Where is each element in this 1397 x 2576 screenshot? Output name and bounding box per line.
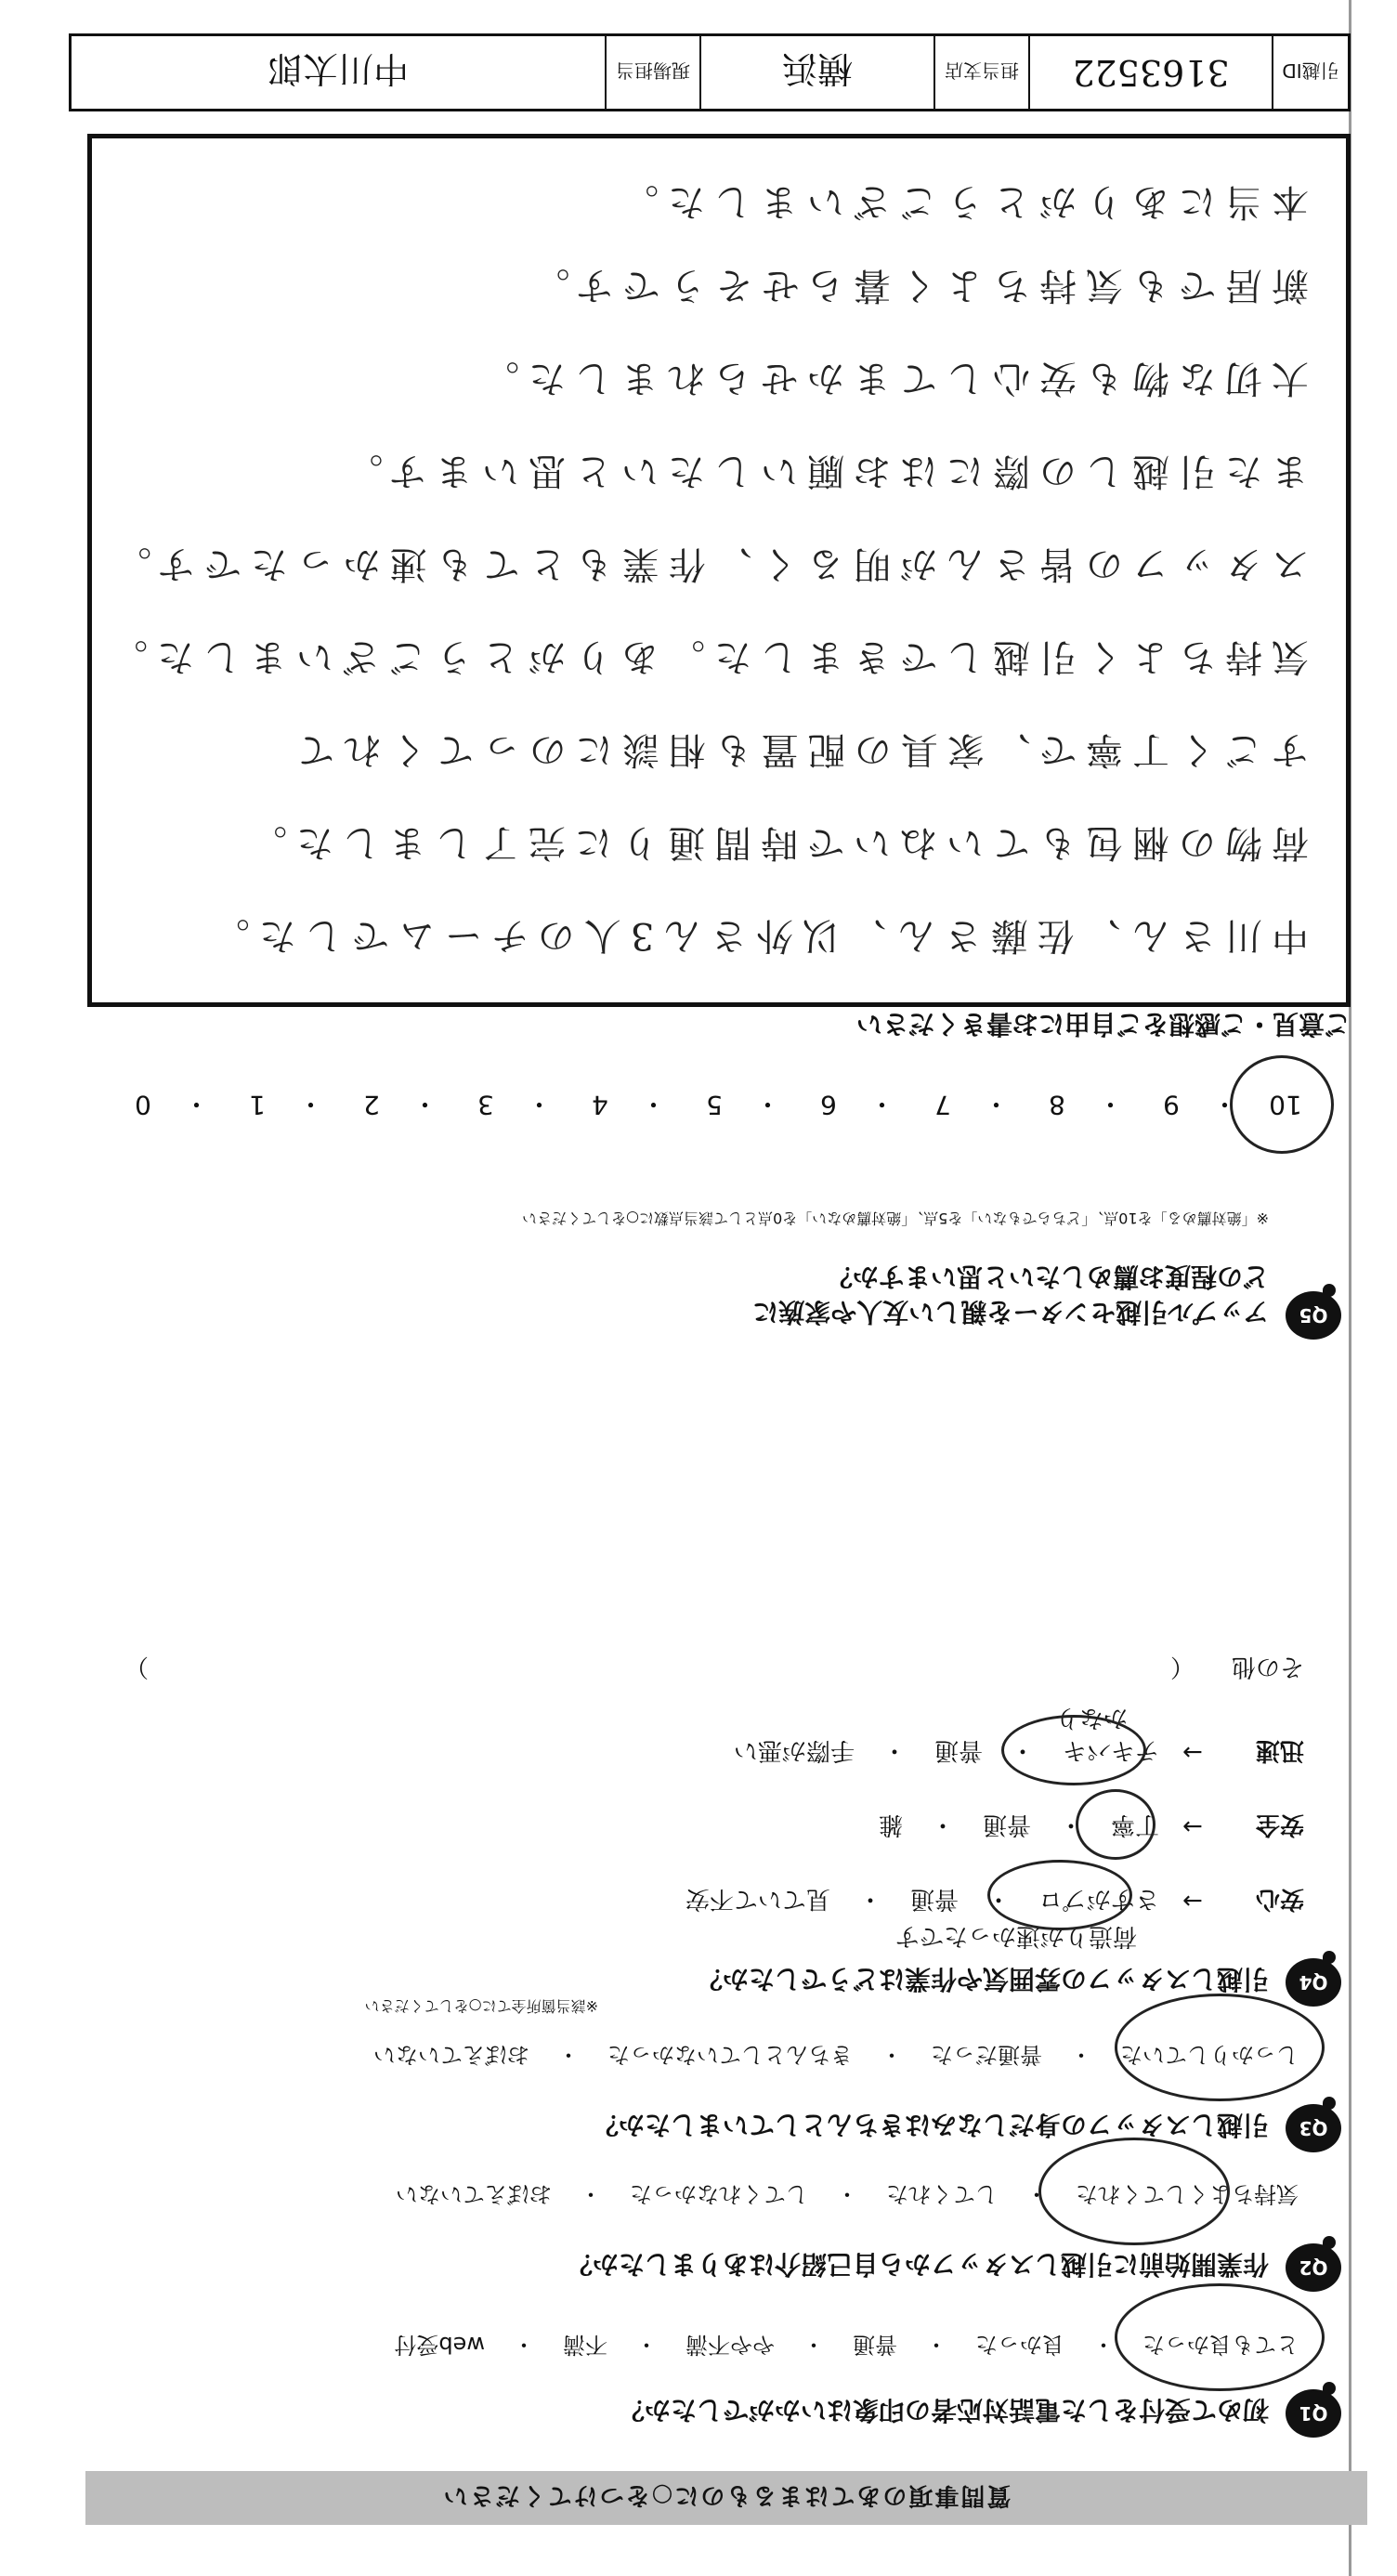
q1-option[interactable]: web受付 (394, 2332, 485, 2358)
q1-badge: Q1 (1286, 2389, 1341, 2438)
q4-row-other (124, 1652, 1304, 1686)
q4-option[interactable]: さすがプロ (1038, 1885, 1159, 1913)
comment-line: また引越しの際にはお願いしたいと思います。 (336, 450, 1309, 492)
id-label: 引越ID (1272, 36, 1348, 109)
q1-option[interactable]: とても良かった (1142, 2332, 1299, 2358)
q3-badge: Q3 (1286, 2104, 1341, 2152)
q4-option[interactable]: 普通 (909, 1885, 959, 1913)
q1-options: とても良かった ・ 良かった ・ 普通 ・ やや不満 ・ 不満 ・ web受付 (388, 2331, 1304, 2363)
leader-label: 現場担当 (605, 36, 699, 109)
q4-other-label: その他 (1231, 1653, 1304, 1680)
q3-option[interactable]: しっかりしていた (1120, 2042, 1299, 2068)
q4-row-label: 安心 (1255, 1885, 1304, 1913)
q4-row-anshin: 安心 → さすがプロ ・ 普通 ・ 見ていて不安 (680, 1884, 1304, 1918)
q3-selection-circle (1115, 1994, 1325, 2101)
instruction-bar (85, 2471, 1367, 2525)
q3-option[interactable]: おぼえていない (373, 2042, 529, 2068)
comment-line: 新居でも気持ちよく暮らせそうです。 (523, 264, 1309, 307)
q2-text: 作業開始前に引越しスタッフから自己紹介はありましたか？ (566, 2249, 1269, 2280)
comment-line: すごく丁寧で、家具の配置も相談にのってくれて (288, 728, 1309, 771)
comment-line: 気持ちよく引越しできました。ありがとうございました。 (101, 635, 1309, 678)
q4-handwritten-kanari: かなり (1054, 1704, 1128, 1732)
q4-anshin-circle (987, 1860, 1132, 1930)
q1-option[interactable]: 良かった (975, 2332, 1064, 2358)
comment-line: 荷物の梱包もていねいで時間通りに完了しました。 (241, 821, 1309, 864)
comment-line: 本当にありがとうございました。 (612, 180, 1309, 223)
q2-option[interactable]: 気持ちよくしてくれた (1076, 2181, 1299, 2207)
comment-box[interactable] (87, 134, 1351, 1007)
q4-option[interactable]: 普通 (934, 1736, 983, 1764)
q3-text: 引越しスタッフの身だしなみはきちんとしていましたか？ (592, 2110, 1269, 2140)
q4-option[interactable]: 見ていて不安 (685, 1885, 830, 1913)
q4-other-paren-close: ） (124, 1653, 149, 1680)
q4-row-label: 安全 (1255, 1811, 1304, 1838)
q5-selection-circle (1230, 1055, 1334, 1154)
q4-option[interactable]: 丁寧 (1110, 1811, 1159, 1838)
scale-value[interactable]: 8 (1049, 1090, 1065, 1121)
q2-badge: Q2 (1286, 2243, 1341, 2292)
q4-badge: Q4 (1286, 1958, 1341, 2007)
q2-option[interactable]: してくれた (886, 2181, 998, 2207)
q4-jinsoku-circle (1001, 1715, 1146, 1785)
q4-option[interactable]: 手際が悪い (733, 1736, 855, 1764)
comment-line: 大切な物も安心してまかせられました。 (473, 357, 1309, 399)
scale-value[interactable]: 2 (363, 1090, 380, 1121)
q1-option[interactable]: やや不満 (685, 2332, 775, 2358)
arrow-right-icon: → (1182, 1738, 1203, 1767)
q4-handwritten-note: 荷造りが速かったです (894, 1922, 1137, 1950)
q4-option[interactable]: 普通 (982, 1811, 1031, 1838)
id-value[interactable]: 3163522 (1028, 36, 1272, 109)
q1-option[interactable]: 普通 (853, 2332, 897, 2358)
q1-option[interactable]: 不満 (563, 2332, 607, 2358)
scale-value[interactable]: 10 (1269, 1090, 1302, 1121)
scale-value[interactable]: 5 (706, 1090, 723, 1121)
q4-note: ※該当箇所全てに○をしてください (364, 1997, 598, 2015)
q2-options: 気持ちよくしてくれた ・ してくれた ・ してくれなかった ・ おぼえていない (390, 2180, 1304, 2213)
q4-row-anzen: 安全 → 丁寧 ・ 普通 ・ 雑 (873, 1810, 1304, 1844)
scale-value[interactable]: 0 (135, 1090, 151, 1121)
q5-text-line2: どの程度お薦めしたいと思いますか？ (826, 1262, 1269, 1292)
q4-row-jinsoku: 迅速 → テキパキ ・ 普通 ・ 手際が悪い (728, 1735, 1304, 1770)
q4-anzen-circle (1076, 1789, 1155, 1860)
q1-selection-circle (1115, 2283, 1325, 2391)
q4-row-label: 迅速 (1255, 1736, 1304, 1764)
scale-value[interactable]: 3 (477, 1090, 494, 1121)
scale-value[interactable]: 4 (592, 1090, 608, 1121)
q5-text-line1: アップル引越センターを親しい友人や家族に (752, 1297, 1269, 1327)
arrow-right-icon: → (1182, 1887, 1203, 1916)
comment-line: スタッフの皆さんが明るく、作業もとても速かったです。 (105, 543, 1309, 585)
comment-line: 中川さん、佐藤さん、以外さん3人のチームでした。 (202, 914, 1309, 957)
q4-text: 引越しスタッフの雰囲気や作業はどうでしたか？ (696, 1964, 1269, 1994)
q4-option[interactable]: 雑 (878, 1811, 903, 1838)
instruction-text: 質問事項のあてはまるものに○をつけてください (441, 2481, 1012, 2510)
q4-option[interactable]: テキパキ (1062, 1736, 1159, 1764)
branch-label: 担当支店 (934, 36, 1028, 109)
q3-option[interactable]: 普通だった (931, 2042, 1042, 2068)
q2-option[interactable]: してくれなかった (630, 2181, 808, 2207)
comment-title: ご意見・ご感想をご自由にお書きください (855, 1009, 1351, 1040)
q5-note: ※「絶対薦める」を10点、「どちらでもない」を5点、「絶対薦めない」を0点として該当点数に○をしてください (522, 1210, 1269, 1227)
arrow-right-icon: → (1182, 1812, 1203, 1841)
q5-badge: Q5 (1286, 1291, 1341, 1340)
q3-option[interactable]: きちんとしていなかった (607, 2042, 853, 2068)
footer-table (69, 33, 1351, 111)
q2-selection-circle (1038, 2138, 1230, 2245)
scale-value[interactable]: 6 (820, 1090, 837, 1121)
q5-scale: 10 ・ 9 ・ 8 ・ 7 ・ 6 ・ 5 ・ 4 ・ 3 ・ 2 ・ 1 ・ 0 (115, 1068, 1313, 1143)
q3-options: しっかりしていた ・ 普通だった ・ きちんとしていなかった ・ おぼえていない (368, 2041, 1304, 2073)
scale-value[interactable]: 1 (249, 1090, 266, 1121)
q2-option[interactable]: おぼえていない (396, 2181, 552, 2207)
q1-text: 初めて受付をした電話対応者の印象はいかがでしたか？ (618, 2395, 1269, 2426)
scale-value[interactable]: 7 (934, 1090, 951, 1121)
scale-value[interactable]: 9 (1163, 1090, 1180, 1121)
leader-value[interactable]: 中川太郎 (268, 48, 410, 90)
q4-other-paren-open: （ (1169, 1653, 1195, 1680)
branch-value[interactable]: 横浜 (699, 36, 934, 109)
